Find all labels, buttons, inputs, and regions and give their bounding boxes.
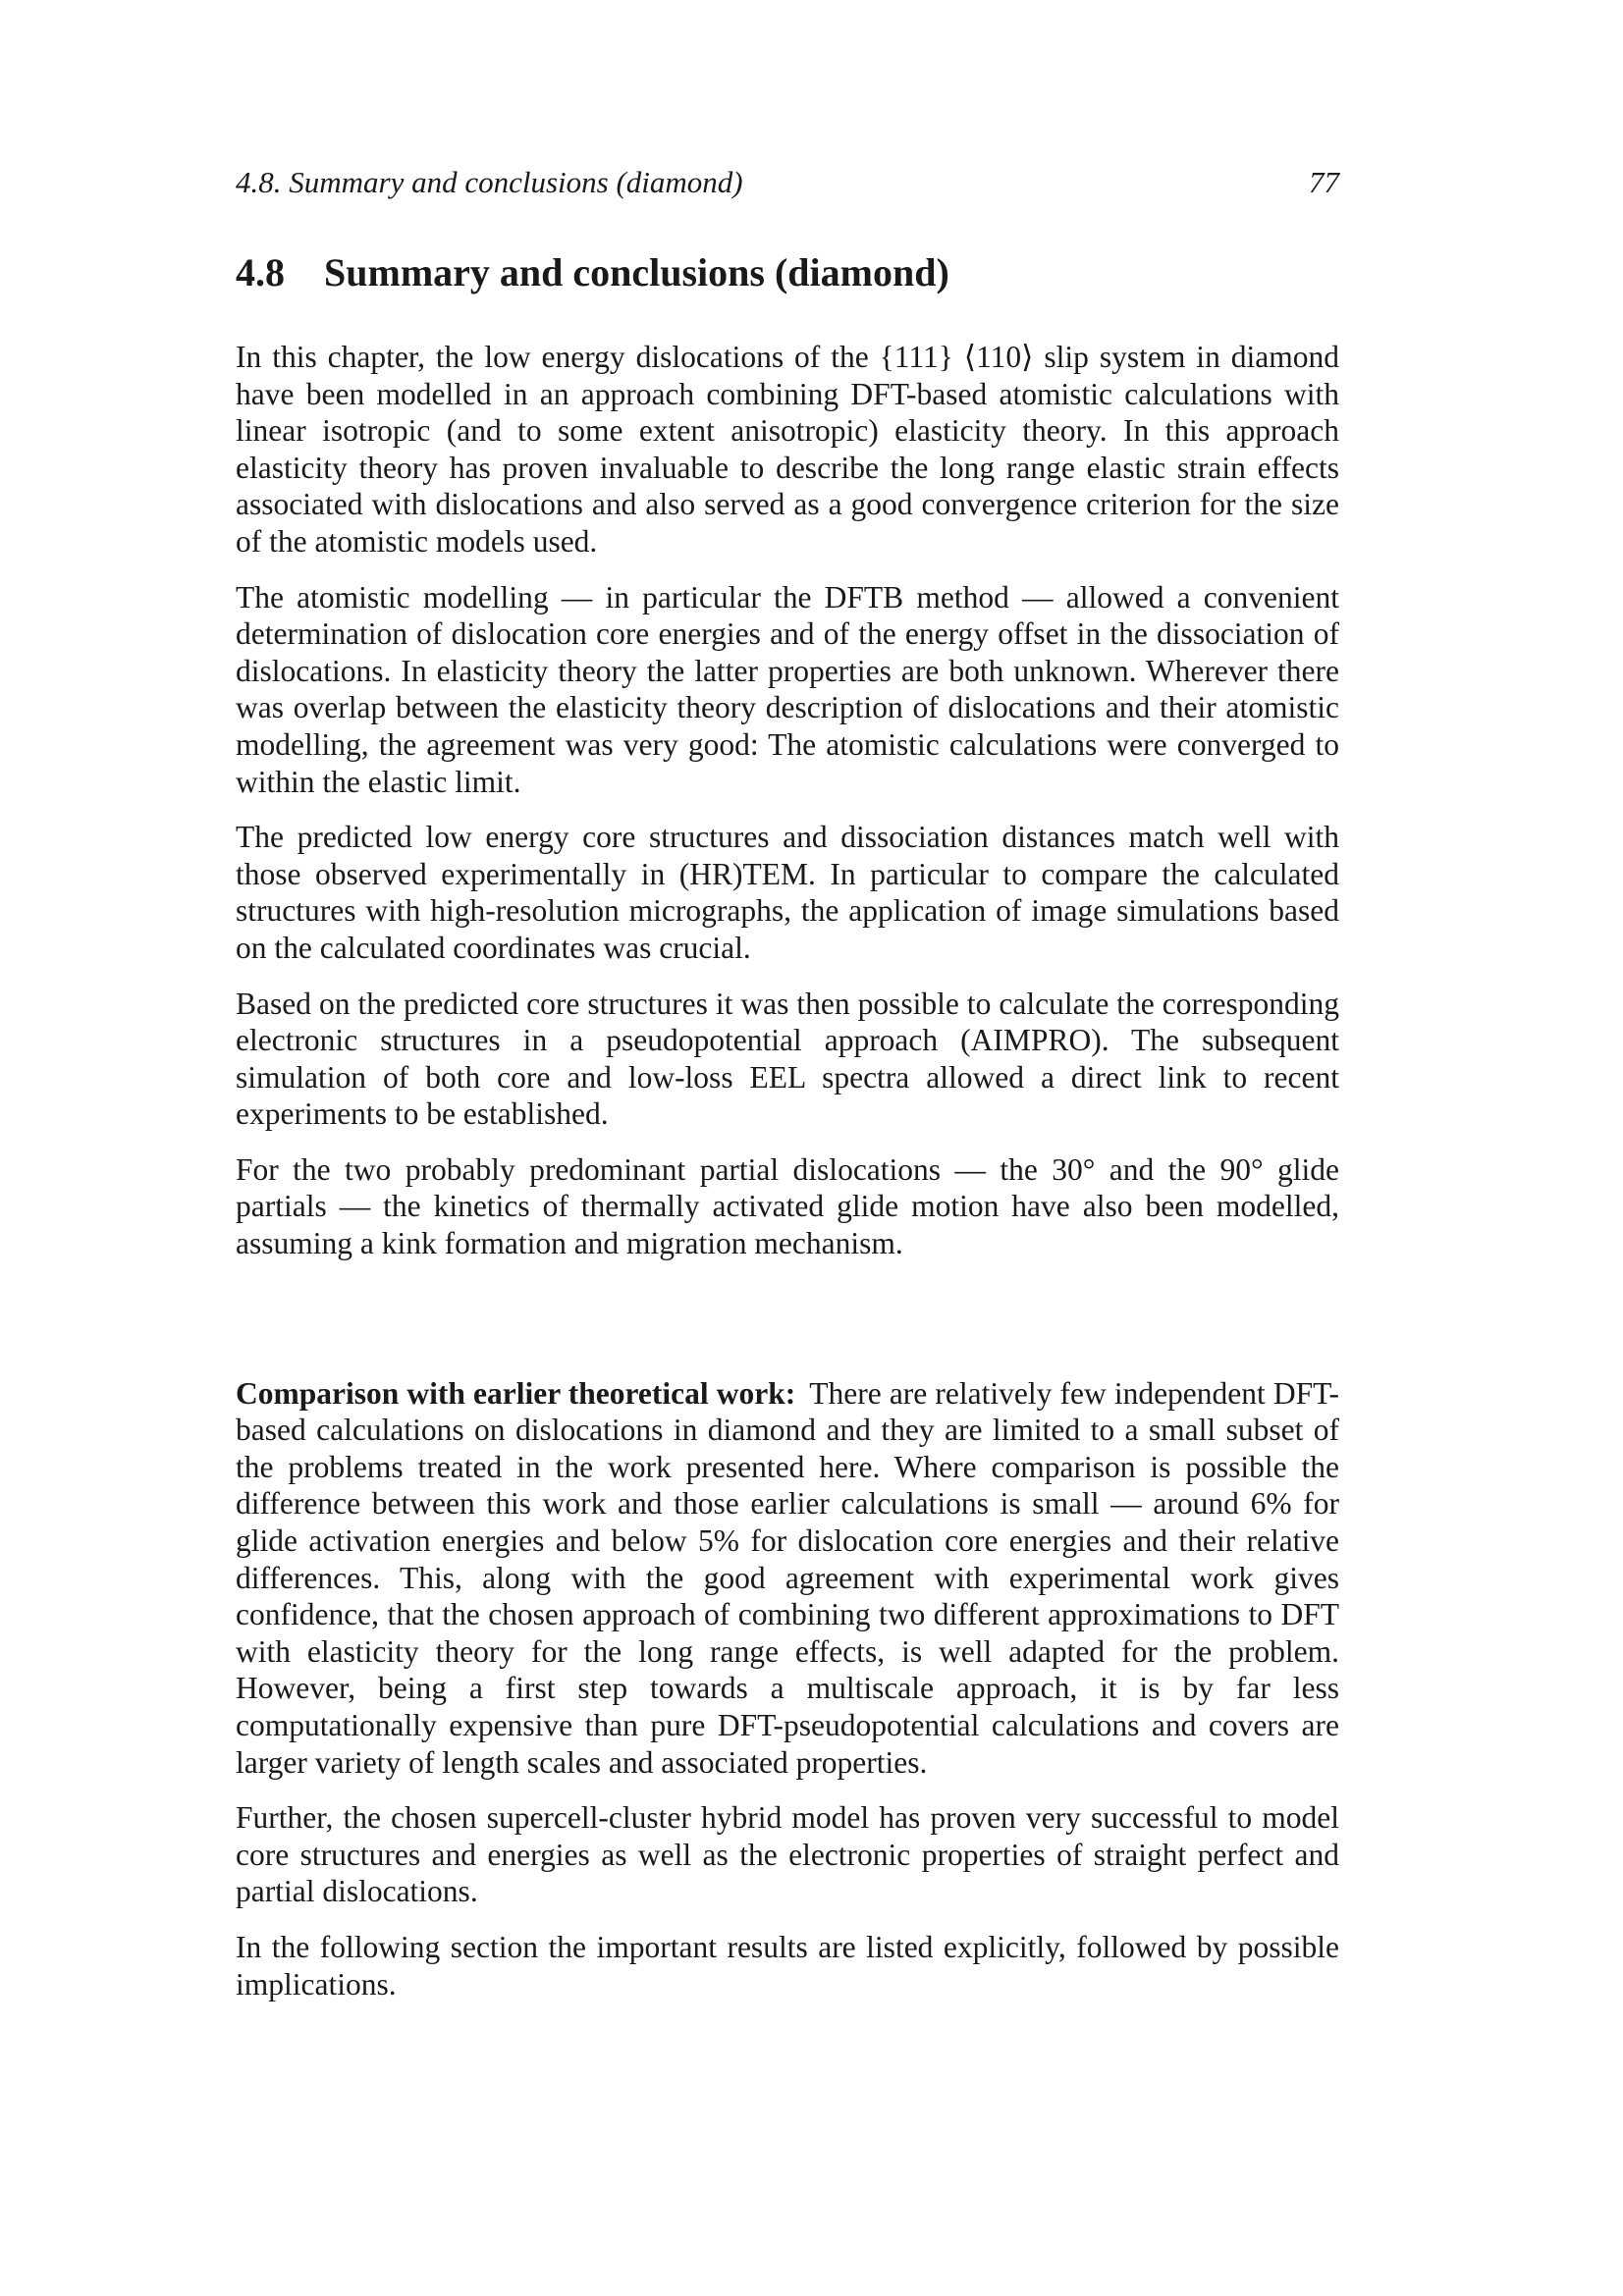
running-title: 4.8. Summary and conclusions (diamond): [236, 165, 743, 199]
paragraph-comparison: [236, 1375, 1339, 1782]
section-number: 4.8: [236, 250, 285, 294]
paragraph-electronic-structures: [236, 986, 1339, 1133]
paragraph-hybrid-model: Further, the chosen supercell-cluster hybrid model has proven very successful to model core structures and energies as well as the electronic properties of straight perfect and partial dislocations.: [236, 1800, 1339, 1909]
paragraph-core-structures: The predicted low energy core structures and dissociation distances match well with those observed experimentally in (HR)TEM. In particular to compare the calculated structures with high-resolution micrographs, the application of image simulations based on the calculated coordinates was crucial.: [236, 820, 1339, 965]
paragraph-intro: In this chapter, the low energy dislocations of the {111} ⟨110⟩ slip system in diamond have been modelled in an approach combining DFT-based atomistic calculations with linear isotropic (and to some extent anisotropic) elasticity theory. In this approach elasticity theory has proven invaluable to describe the long range elastic strain effects associated with dislocations and also served as a good convergence criterion for the size of the atomistic models used.: [236, 340, 1339, 559]
section-title: Summary and conclusions (diamond): [324, 250, 949, 294]
code-name-aimpro: AIMPRO: [970, 1023, 1092, 1058]
body-text: [236, 339, 1339, 2002]
section-heading: [236, 246, 1339, 299]
paragraph-glide-kinetics: For the two probably predominant partial dislocations — the 30° and the 90° glide partials — the kinetics of thermally activated glide motion have also been modelled, assuming a kink formation and migration mechanism.: [236, 1151, 1339, 1261]
paragraph-electronic-structures-part1: Based on the predicted core structures it was then possible to calculate the corresponding electronic structures in a pseudopotential approach (: [236, 986, 1339, 1058]
paragraph-atomistic-modelling: The atomistic modelling — in particular the DFTB method — allowed a convenient determination of dislocation core energies and of the energy offset in the dissociation of dislocations. In elasticity theory the latter properties are both unknown. Wherever there was overlap between the elasticity theory description of dislocations and their atomistic modelling, the agreement was very good: The atomistic calculations were converged to within the elastic limit.: [236, 579, 1339, 799]
running-head: [236, 162, 1339, 203]
page: [236, 162, 1339, 2021]
comparison-heading: Comparison with earlier theoretical work:: [236, 1375, 796, 1411]
paragraph-following-section: In the following section the important results are listed explicitly, followed by possible implications.: [236, 1929, 1339, 2002]
page-number: 77: [1309, 165, 1339, 199]
paragraph-electronic-structures-part2: ). The subsequent simulation of both core and low-loss EEL spectra allowed a direct link to recent experiments to be established.: [236, 1023, 1340, 1132]
comparison-text: There are relatively few independent DFT-based calculations on dislocations in diamond and they are limited to a small subset of the problems treated in the work presented here. Where comparison is possible the difference between this work and those earlier calculations is small — around 6% for glide activation energies and below 5% for dislocation core energies and their relative differences. This, along with the good agreement with experimental work gives confidence, that the chosen approach of combining two different approximations to DFT with elasticity theory for the long range effects, is well adapted for the problem. However, being a first step towards a multiscale approach, it is by far less computationally expensive than pure DFT-pseudopotential calculations and covers are larger variety of length scales and associated properties.: [236, 1375, 1340, 1780]
